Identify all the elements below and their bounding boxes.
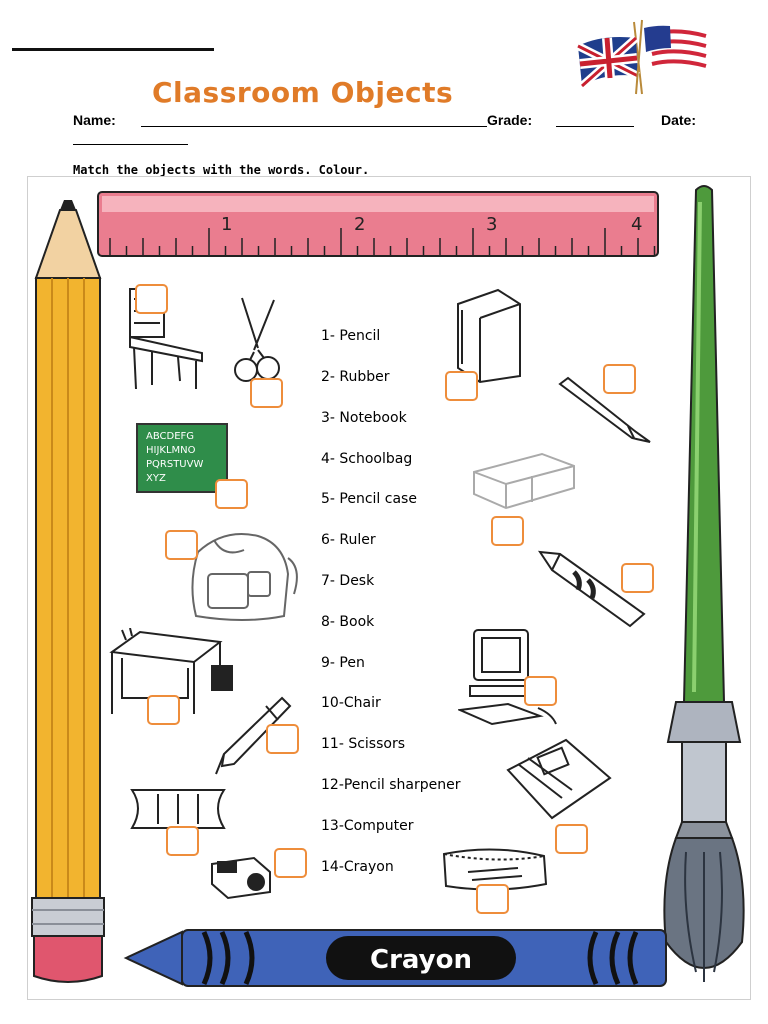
grade-label: Grade:	[487, 112, 533, 128]
crayon-label: Crayon	[370, 945, 472, 975]
grade-field[interactable]	[556, 112, 634, 127]
date-label: Date:	[661, 112, 697, 128]
notebook-icon	[452, 284, 524, 384]
answer-box-scissors[interactable]	[250, 378, 283, 408]
answer-box-rubber[interactable]	[491, 516, 524, 546]
name-label: Name:	[73, 112, 116, 128]
word-item-7: 7- Desk	[321, 573, 375, 589]
name-field[interactable]	[141, 112, 487, 127]
uk-flag-icon	[578, 22, 642, 94]
word-item-8: 8- Book	[321, 614, 375, 630]
word-item-9: 9- Pen	[321, 655, 365, 671]
sharpener-icon	[208, 852, 274, 900]
crayon-border-icon	[122, 920, 670, 996]
answer-box-sharpener[interactable]	[274, 848, 307, 878]
schoolbag-icon	[184, 528, 302, 624]
ruler-number-2: 2	[354, 214, 366, 235]
usa-flag-icon	[636, 20, 708, 94]
answer-box-chalkboard[interactable]	[215, 479, 248, 509]
scissors-icon	[228, 294, 288, 386]
word-item-6: 6- Ruler	[321, 532, 376, 548]
chalkboard-line-1: ABCDEFG	[146, 431, 195, 442]
flags-icon	[572, 16, 712, 96]
word-item-10: 10-Chair	[321, 695, 381, 711]
word-item-1: 1- Pencil	[321, 328, 381, 344]
chalkboard-line-4: XYZ	[146, 473, 166, 484]
word-item-12: 12-Pencil sharpener	[321, 777, 461, 793]
answer-box-spiral-notebook[interactable]	[555, 824, 588, 854]
chalkboard-line-3: PQRSTUVW	[146, 459, 204, 470]
ruler-border	[96, 188, 662, 260]
word-item-13: 13-Computer	[321, 818, 414, 834]
word-item-3: 3- Notebook	[321, 410, 407, 426]
spiral-notebook-icon	[504, 738, 614, 824]
ruler-number-1: 1	[221, 214, 233, 235]
word-item-11: 11- Scissors	[321, 736, 405, 752]
page-title: Classroom Objects	[152, 76, 454, 109]
top-line	[12, 48, 214, 51]
word-item-5: 5- Pencil case	[321, 491, 417, 507]
instruction-text: Match the objects with the words. Colour.	[73, 163, 370, 177]
answer-box-pencil-case[interactable]	[476, 884, 509, 914]
ruler-number-3: 3	[486, 214, 498, 235]
answer-box-crayon[interactable]	[621, 563, 654, 593]
chalkboard-line-2: HIJKLMNO	[146, 445, 196, 456]
pencil-border-icon	[28, 196, 108, 996]
answer-box-pen[interactable]	[266, 724, 299, 754]
ruler-number-4: 4	[631, 214, 643, 235]
word-item-2: 2- Rubber	[321, 369, 390, 385]
answer-box-chair[interactable]	[135, 284, 168, 314]
paintbrush-border-icon	[656, 182, 752, 1002]
answer-box-pencil[interactable]	[603, 364, 636, 394]
answer-box-book[interactable]	[166, 826, 199, 856]
rubber-icon	[470, 448, 578, 514]
answer-box-schoolbag[interactable]	[165, 530, 198, 560]
word-item-4: 4- Schoolbag	[321, 451, 413, 467]
date-field[interactable]	[73, 130, 188, 145]
answer-box-desk[interactable]	[147, 695, 180, 725]
word-item-14: 14-Crayon	[321, 859, 394, 875]
answer-box-computer[interactable]	[524, 676, 557, 706]
answer-box-notebook[interactable]	[445, 371, 478, 401]
